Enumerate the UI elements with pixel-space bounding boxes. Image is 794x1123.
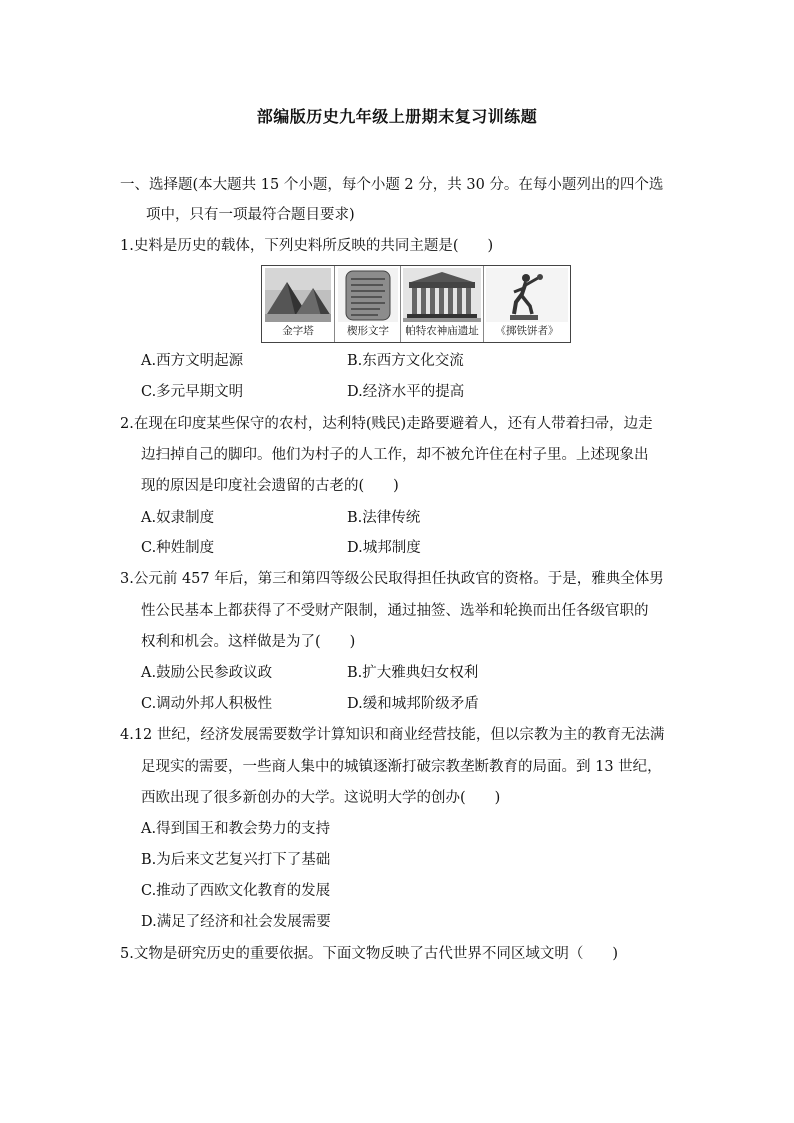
q4-option-c: C.推动了西欧文化教育的发展 [141, 883, 331, 899]
q1-option-c: C.多元早期文明 [141, 384, 244, 400]
cuneiform-tablet-image [338, 268, 398, 322]
q1-stem: 1.史料是历史的载体，下列史料所反映的共同主题是( ) [120, 238, 494, 254]
section-heading-line2: 项中，只有一项最符合题目要求) [146, 207, 355, 223]
q2-stem-line2: 边扫掉自己的脚印。他们为村子的人工作，却不被允许住在村子里。上述现象出 [141, 447, 649, 463]
caption-parthenon: 帕特农神庙遗址 [405, 325, 479, 337]
q4-stem-line2: 足现实的需要，一些商人集中的城镇逐渐打破宗教垄断教育的局面。到 13 世纪， [141, 759, 662, 775]
page-title: 部编版历史九年级上册期末复习训练题 [256, 107, 538, 126]
q2-option-c: C.种姓制度 [141, 540, 215, 556]
q3-stem-line3: 权利和机会。这样做是为了( ) [141, 634, 356, 650]
figure-parthenon [403, 268, 481, 340]
pyramids-image [265, 268, 331, 322]
q3-option-b: B.扩大雅典妇女权利 [347, 665, 479, 681]
q2-stem-line1: 2.在现在印度某些保守的农村，达利特(贱民)走路要避着人，还有人带着扫帚，边走 [120, 416, 653, 432]
q1-option-b: B.东西方文化交流 [347, 353, 464, 369]
figure-discobolus [486, 268, 568, 340]
caption-cuneiform: 楔形文字 [347, 325, 389, 337]
figure-cuneiform [338, 268, 398, 340]
parthenon-image [403, 268, 481, 322]
q5-stem: 5.文物是研究历史的重要依据。下面文物反映了古代世界不同区域文明（ ) [120, 946, 618, 962]
q4-option-a: A.得到国王和教会势力的支持 [141, 821, 331, 837]
q3-stem-line2: 性公民基本上都获得了不受财产限制，通过抽签、选举和轮换而出任各级官职的 [141, 603, 649, 619]
figure-pyramids [265, 268, 331, 340]
section-heading-line1: 一、选择题(本大题共 15 个小题，每个小题 2 分，共 30 分。在每小题列出的四个选 [120, 177, 664, 193]
figure-divider [400, 266, 401, 342]
q3-stem-line1: 3.公元前 457 年后，第三和第四等级公民取得担任执政官的资格。于是，雅典全体男 [120, 571, 664, 587]
caption-pyramids: 金字塔 [282, 325, 314, 337]
q4-option-d: D.满足了经济和社会发展需要 [141, 914, 331, 930]
caption-discobolus: 《掷铁饼者》 [495, 325, 559, 337]
q2-option-b: B.法律传统 [347, 510, 421, 526]
q1-option-a: A.西方文明起源 [141, 353, 244, 369]
figure-divider [334, 266, 335, 342]
q2-option-d: D.城邦制度 [347, 540, 421, 556]
discobolus-statue-image [486, 268, 568, 322]
q1-option-d: D.经济水平的提高 [347, 384, 465, 400]
q3-option-a: A.鼓励公民参政议政 [141, 665, 273, 681]
q1-figure-strip [261, 265, 571, 343]
figure-divider [483, 266, 484, 342]
q2-option-a: A.奴隶制度 [141, 510, 215, 526]
q3-option-d: D.缓和城邦阶级矛盾 [347, 696, 479, 712]
q4-stem-line3: 西欧出现了很多新创办的大学。这说明大学的创办( ) [141, 790, 501, 806]
q3-option-c: C.调动外邦人积极性 [141, 696, 273, 712]
q2-stem-line3: 现的原因是印度社会遗留的古老的( ) [141, 478, 399, 494]
q4-stem-line1: 4.12 世纪，经济发展需要数学计算知识和商业经营技能，但以宗教为主的教育无法满 [120, 727, 665, 743]
q4-option-b: B.为后来文艺复兴打下了基础 [141, 852, 331, 868]
